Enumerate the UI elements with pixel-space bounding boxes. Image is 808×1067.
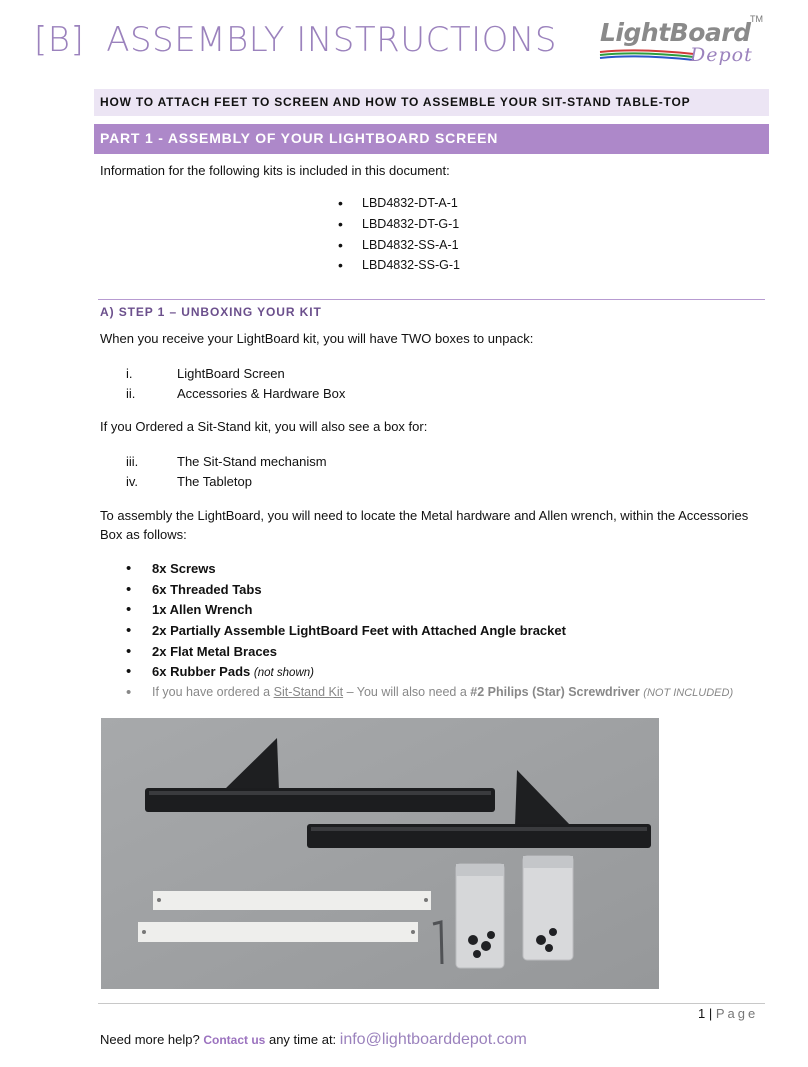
email-link[interactable]: info@lightboarddepot.com: [339, 1031, 527, 1048]
flat-brace-2: [138, 922, 418, 942]
locate-text-line1: To assembly the LightBoard, you will need to locate the Metal hardware and Allen wrench, within the Accessories: [100, 508, 749, 523]
logo-swoosh-icon: [598, 48, 698, 62]
list-item: • LBD4832-SS-A-1: [338, 238, 460, 259]
section-divider: [98, 299, 765, 300]
logo-trademark: TM: [750, 14, 763, 24]
sitstand-box-list: [126, 454, 327, 494]
list-item: • LBD4832-DT-G-1: [338, 217, 460, 238]
part-heading-banner: PART 1 - ASSEMBLY OF YOUR LIGHTBOARD SCREEN: [94, 124, 769, 154]
lightboard-depot-logo: [598, 14, 768, 74]
locate-text-line2: Box as follows:: [100, 527, 187, 542]
title-text: ASSEMBLY INSTRUCTIONS: [106, 20, 557, 60]
logo-depot-text: Depot: [690, 44, 753, 66]
sitstand-text: If you Ordered a Sit-Stand kit, you will also see a box for:: [100, 419, 428, 434]
list-item: • 1x Allen Wrench: [126, 602, 733, 623]
logo-lightboard-text: LightBoard: [600, 18, 751, 47]
list-item: iv. The Tabletop: [126, 473, 252, 489]
hardware-list: [126, 561, 733, 706]
hardware-photo: [101, 718, 659, 989]
screwdriver-note: • If you have ordered a Sit-Stand Kit – You will also need a #2 Philips (Star) Screwdriver (NOT INCLUDED): [126, 685, 733, 706]
list-item: iii. The Sit-Stand mechanism: [126, 454, 327, 469]
subtitle-banner: HOW TO ATTACH FEET TO SCREEN AND HOW TO ASSEMBLE YOUR SIT-STAND TABLE-TOP: [94, 89, 769, 116]
list-item: ii. Accessories & Hardware Box: [126, 385, 346, 401]
list-item: • 2x Flat Metal Braces: [126, 644, 733, 665]
page-number: 1 | Page: [698, 1006, 759, 1021]
section-tag: [B]: [34, 20, 85, 60]
intro-text: Information for the following kits is included in this document:: [100, 163, 450, 178]
contact-us-link[interactable]: Contact us: [203, 1033, 266, 1047]
sit-stand-kit-link[interactable]: Sit-Stand Kit: [273, 685, 344, 700]
kit-list: [338, 196, 460, 279]
list-item: i. LightBoard Screen: [126, 366, 285, 381]
list-item: • LBD4832-DT-A-1: [338, 196, 460, 217]
help-footer: Need more help? Contact us any time at: info@lightboarddepot.com: [100, 1031, 527, 1048]
document-title: [34, 20, 557, 60]
list-item: • 8x Screws: [126, 561, 733, 582]
box-list: [126, 366, 345, 406]
step-heading: A) STEP 1 – UNBOXING YOUR KIT: [100, 305, 322, 319]
list-item: • LBD4832-SS-G-1: [338, 258, 460, 279]
list-item: • 2x Partially Assemble LightBoard Feet with Attached Angle bracket: [126, 623, 733, 644]
list-item: • 6x Threaded Tabs: [126, 582, 733, 603]
unbox-text: When you receive your LightBoard kit, you will have TWO boxes to unpack:: [100, 331, 534, 346]
flat-brace-1: [153, 891, 431, 910]
footer-divider: [98, 1003, 765, 1004]
list-item: • 6x Rubber Pads (not shown): [126, 664, 733, 685]
